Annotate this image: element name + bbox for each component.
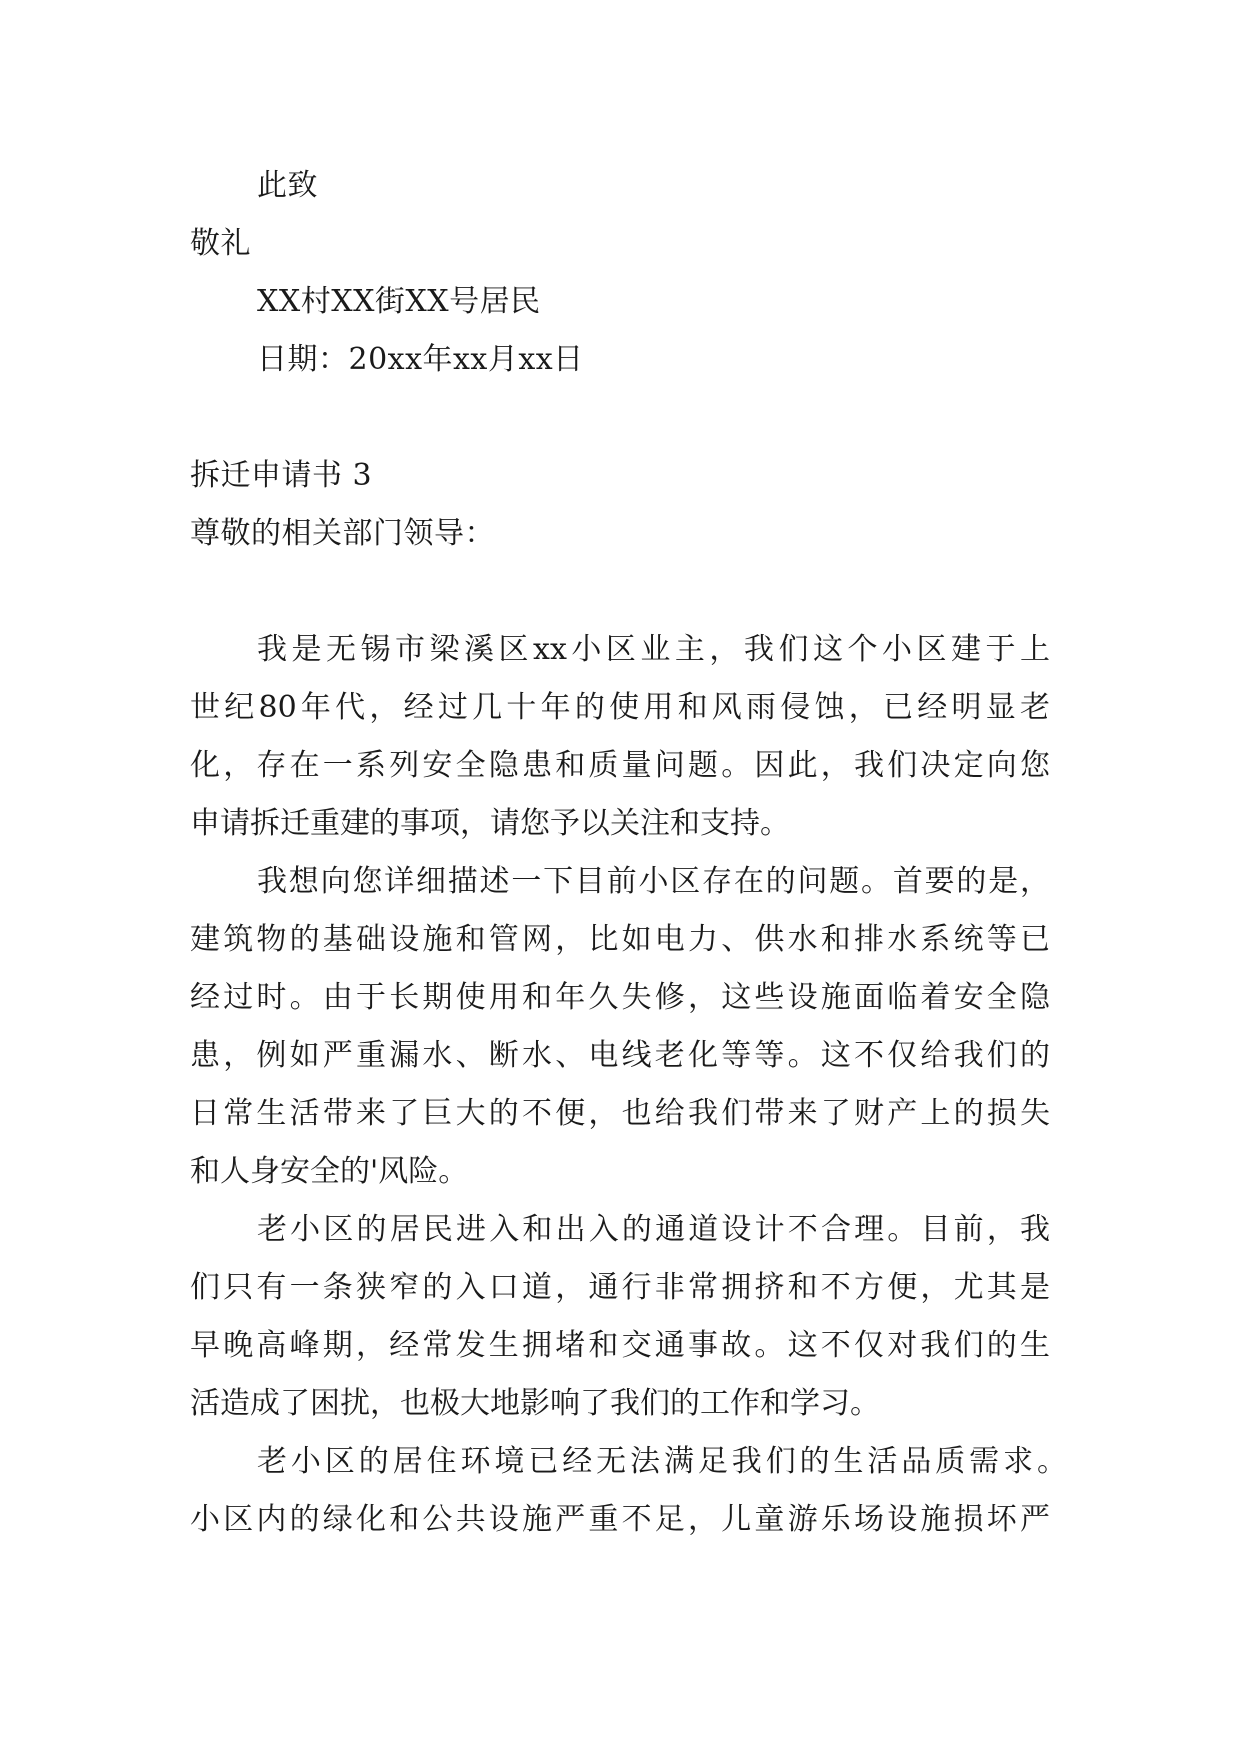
greeting: 尊敬的相关部门领导： xyxy=(190,516,495,551)
paragraph-1-line: 我是无锡市梁溪区xx小区业主，我们这个小区建于上 xyxy=(257,632,1050,667)
paragraph-2-line: 患，例如严重漏水、断水、电线老化等等。这不仅给我们的 xyxy=(190,1038,1050,1073)
paragraph-3-line: 老小区的居民进入和出入的通道设计不合理。目前，我 xyxy=(257,1212,1050,1247)
paragraph-4-line: 老小区的居住环境已经无法满足我们的生活品质需求。 xyxy=(257,1444,1067,1479)
paragraph-2-line: 我想向您详细描述一下目前小区存在的问题。首要的是， xyxy=(257,864,1050,899)
closing-regards: 敬礼 xyxy=(190,226,251,261)
paragraph-2-line: 建筑物的基础设施和管网，比如电力、供水和排水系统等已 xyxy=(190,922,1050,957)
signature: XX村XX街XX号居民 xyxy=(257,284,541,319)
paragraph-2-line: 日常生活带来了巨大的不便，也给我们带来了财产上的损失 xyxy=(190,1096,1050,1131)
closing-salute: 此致 xyxy=(257,168,318,203)
paragraph-3-line: 早晚高峰期，经常发生拥堵和交通事故。这不仅对我们的生 xyxy=(190,1328,1050,1363)
date-line: 日期：20xx年xx月xx日 xyxy=(257,342,584,377)
paragraph-4-line: 小区内的绿化和公共设施严重不足，儿童游乐场设施损坏严 xyxy=(190,1502,1050,1537)
paragraph-3-line: 活造成了困扰，也极大地影响了我们的工作和学习。 xyxy=(190,1386,880,1421)
paragraph-1-line: 世纪80年代，经过几十年的使用和风雨侵蚀，已经明显老 xyxy=(190,690,1050,725)
paragraph-1-line: 申请拆迁重建的事项，请您予以关注和支持。 xyxy=(190,806,790,841)
paragraph-2-line: 经过时。由于长期使用和年久失修，这些设施面临着安全隐 xyxy=(190,980,1050,1015)
paragraph-1-line: 化，存在一系列安全隐患和质量问题。因此，我们决定向您 xyxy=(190,748,1050,783)
paragraph-2-line: 和人身安全的'风险。 xyxy=(190,1154,469,1189)
paragraph-3-line: 们只有一条狭窄的入口道，通行非常拥挤和不方便，尤其是 xyxy=(190,1270,1050,1305)
section-title: 拆迁申请书 3 xyxy=(190,458,373,493)
